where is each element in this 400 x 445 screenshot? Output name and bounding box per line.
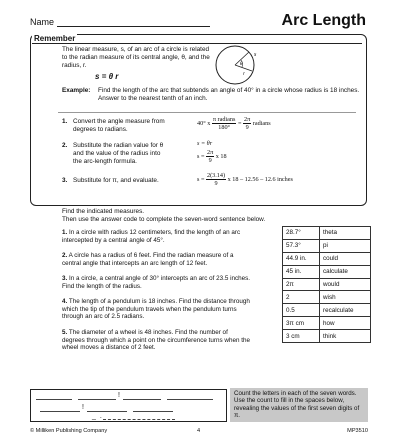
- answer-word: could: [320, 252, 371, 265]
- answer-blank[interactable]: [133, 411, 173, 412]
- step-2-num: 2.: [62, 142, 68, 149]
- example-text: Find the length of the arc that subtends an angle of 40° in a circle whose radius is 18 inches. Answer to the nearest tenth of an inch.: [98, 87, 360, 102]
- problem-2: 2. A circle has a radius of 6 feet. Find the radian measure of a central angle that intercepts an arc length of 12 feet.: [62, 252, 234, 267]
- answer-value: 3π cm: [283, 317, 320, 330]
- instructions-line-1: Find the indicated measures.: [62, 208, 145, 215]
- answer-row: [283, 330, 371, 343]
- arc-formula: s = θ r: [95, 72, 119, 81]
- answer-blank[interactable]: [36, 399, 72, 400]
- problem-5: 5. The diameter of a wheel is 48 inches. Find the number of degrees through which a point on the circumference turns when the wheel moves a distance of 2 feet.: [62, 329, 250, 352]
- steps-rule: [58, 112, 356, 113]
- answer-row: [283, 252, 371, 265]
- answer-blank[interactable]: [123, 399, 161, 400]
- math-text: radians: [252, 119, 271, 127]
- answer-blank[interactable]: [78, 399, 116, 400]
- problem-3: 3. In a circle, a central angle of 30° intercepts an arc of 23.5 inches. Find the length of the radius.: [62, 275, 251, 290]
- answer-value: 28.7°: [283, 227, 320, 240]
- sentence-punct-2: !: [82, 404, 84, 411]
- answer-word: how: [320, 317, 371, 330]
- answer-word: theta: [320, 227, 371, 240]
- pi-digits-blanks[interactable]: [103, 419, 175, 420]
- diagram-r-label: r: [243, 72, 245, 77]
- math-text: x 18 – 12.56 – 12.6 inches: [227, 175, 293, 183]
- footer-code: MP3510: [347, 428, 368, 434]
- answer-value: 3 cm: [283, 330, 320, 343]
- step-2-math-line1: s = θr: [197, 140, 213, 147]
- name-label: Name: [30, 17, 55, 27]
- answer-value: 2π: [283, 278, 320, 291]
- problem-1: 1. In a circle with radius 12 centimeters, find the length of an arc intercepted by a central angle of 45°.: [62, 229, 241, 244]
- pi-digits-prefix: _ .: [92, 413, 103, 420]
- answer-word: recalculate: [320, 304, 371, 317]
- math-text: s =: [197, 175, 205, 183]
- footer-copyright: © Milliken Publishing Company: [30, 428, 108, 434]
- answer-word: calculate: [320, 265, 371, 278]
- fraction-2-314-9: $\frac{2(3.14)}{9}$: [207, 172, 226, 187]
- answer-row: [283, 278, 371, 291]
- fraction-2pi-9: $\frac{2\pi}{9}$: [244, 116, 251, 131]
- remember-rule: [32, 43, 362, 44]
- name-line[interactable]: [57, 26, 210, 27]
- step-1-math: [197, 116, 271, 131]
- math-equals: =: [237, 119, 242, 127]
- circle-diagram: [212, 44, 262, 88]
- math-text: s =: [197, 152, 205, 160]
- answer-blank[interactable]: [40, 411, 80, 412]
- answer-code-table: [282, 226, 371, 343]
- answer-value: 2: [283, 291, 320, 304]
- answer-row: [283, 227, 371, 240]
- answer-value: 0.5: [283, 304, 320, 317]
- step-1-num: 1.: [62, 118, 68, 125]
- example-label: Example:: [62, 87, 91, 94]
- step-2-math-line2: [197, 149, 227, 164]
- page-title: Arc Length: [281, 12, 366, 29]
- remember-intro: The linear measure, s, of an arc of a circle is related to the radian measure of its central angle, θ, and the radius, r.: [62, 46, 210, 69]
- step-2-text: Substitute the radian value for θ and the value of the radius into the arc-length formula.: [73, 142, 164, 165]
- fraction-pi-180: $\frac{\text{π radians}}{180^\circ}$: [212, 116, 236, 131]
- answer-row: [283, 265, 371, 278]
- step-3-num: 3.: [62, 177, 68, 184]
- answer-row: [283, 291, 371, 304]
- answer-value: 57.3°: [283, 239, 320, 252]
- answer-value: 44.9 in.: [283, 252, 320, 265]
- math-text: 40° x: [197, 119, 211, 127]
- math-text: x 18: [215, 152, 227, 160]
- step-3-text: Substitute for π, and evaluate.: [73, 177, 159, 184]
- problem-4: 4. The length of a pendulum is 18 inches. Find the distance through which the tip of the pendulum travels when the pendulum turns through an arc of 2.5 radians.: [62, 298, 250, 321]
- answer-word: pi: [320, 239, 371, 252]
- diagram-s-label: s: [254, 52, 257, 58]
- radius-line-2: [235, 65, 252, 71]
- answer-row: [283, 304, 371, 317]
- step-1-text: Convert the angle measure from degrees to radians.: [73, 118, 165, 133]
- sentence-punct-1: !: [118, 392, 120, 399]
- answer-blank[interactable]: [87, 411, 127, 412]
- step-3-math: [197, 172, 293, 187]
- footer-page-number: 4: [197, 428, 201, 434]
- answer-row: [283, 239, 371, 252]
- answer-word: would: [320, 278, 371, 291]
- answer-word: wish: [320, 291, 371, 304]
- sentence-box: [30, 389, 227, 422]
- remember-heading: Remember: [34, 34, 76, 43]
- fraction-2pi-9: $\frac{2\pi}{9}$: [207, 149, 214, 164]
- answer-blank[interactable]: [167, 399, 213, 400]
- answer-row: [283, 317, 371, 330]
- instructions-line-2: Then use the answer code to complete the seven-word sentence below.: [62, 216, 266, 223]
- diagram-theta-label: θ: [240, 62, 243, 67]
- answer-word: think: [320, 330, 371, 343]
- answer-value: 45 in.: [283, 265, 320, 278]
- count-instructions: Count the letters in each of the seven words. Use the count to fill in the spaces below, revealing the values of the first seven digits of π.: [230, 388, 368, 422]
